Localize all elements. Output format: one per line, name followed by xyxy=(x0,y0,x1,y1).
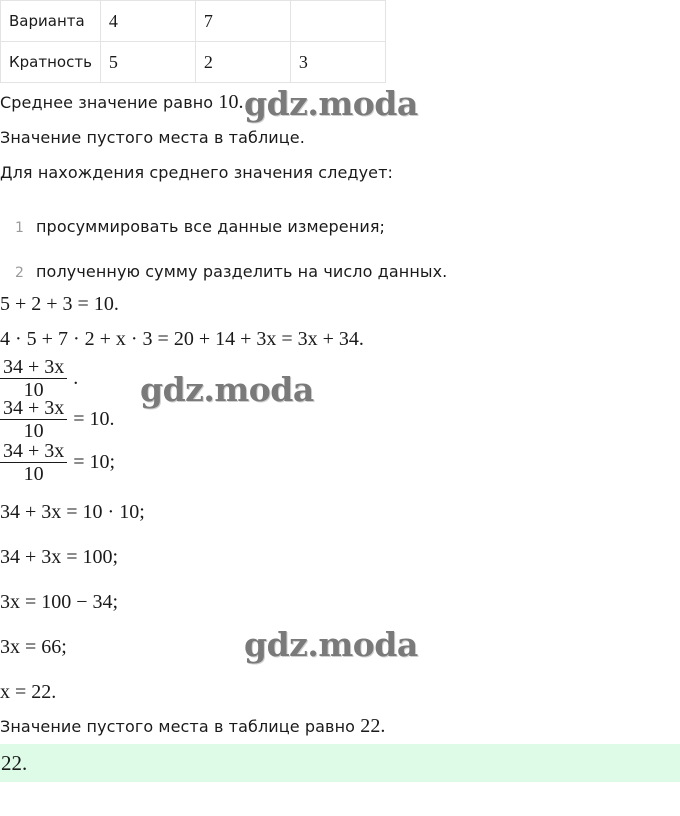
fraction-numerator: 34 + 3x xyxy=(3,397,65,419)
fraction-equation xyxy=(0,440,115,485)
fraction-expression xyxy=(0,356,78,401)
fraction-equation xyxy=(0,397,115,442)
equation-step: x = 22. xyxy=(0,681,57,703)
table-cell: 5 xyxy=(100,42,195,83)
method-statement: Для нахождения среднего значения следует: xyxy=(0,163,393,182)
table-row xyxy=(1,1,386,42)
fraction-denominator: 10 xyxy=(23,379,44,401)
table-cell: 7 xyxy=(195,1,290,42)
list-item xyxy=(0,262,447,281)
list-item xyxy=(0,217,385,236)
watermark: gdz.moda xyxy=(244,84,418,123)
watermark: gdz.moda xyxy=(244,625,418,664)
fraction-denominator: 10 xyxy=(23,463,44,485)
fraction-tail: = 10; xyxy=(73,451,116,473)
list-item-text: полученную сумму разделить на число данных. xyxy=(36,262,448,281)
watermark: gdz.moda xyxy=(140,370,314,409)
list-item-text: просуммировать все данные измерения; xyxy=(36,217,386,236)
mean-text: Среднее значение равно xyxy=(0,93,219,112)
answer-box xyxy=(0,744,680,782)
fraction-numerator: 34 + 3x xyxy=(3,356,65,378)
row-label-frequency: Кратность xyxy=(1,42,101,83)
empty-cell-statement: Значение пустого места в таблице. xyxy=(0,128,305,147)
table-row xyxy=(1,42,386,83)
equation-step: 34 + 3x = 10 · 10; xyxy=(0,501,145,523)
equation-sum-counts: 5 + 2 + 3 = 10. xyxy=(0,293,119,315)
equation-weighted-sum: 4 · 5 + 7 · 2 + x · 3 = 20 + 14 + 3x = 3x + 34. xyxy=(0,328,364,350)
table-cell: 4 xyxy=(100,1,195,42)
equation-step: 34 + 3x = 100; xyxy=(0,546,119,568)
list-item-number: 1 xyxy=(14,220,24,236)
table-cell: 2 xyxy=(195,42,290,83)
table-cell: 3 xyxy=(290,42,385,83)
mean-statement xyxy=(0,91,244,114)
row-label-variant: Варианта xyxy=(1,1,101,42)
table-cell-empty xyxy=(290,1,385,42)
conclusion-text: Значение пустого места в таблице равно xyxy=(0,717,361,736)
list-item-number: 2 xyxy=(14,265,24,281)
conclusion-statement xyxy=(0,715,386,738)
fraction-numerator: 34 + 3x xyxy=(3,440,65,462)
equation-step: 3x = 100 − 34; xyxy=(0,591,119,613)
fraction-denominator: 10 xyxy=(23,420,44,442)
conclusion-value: 22. xyxy=(360,715,386,737)
fraction-tail: . xyxy=(73,367,79,389)
equation-step: 3x = 66; xyxy=(0,636,67,658)
frequency-table xyxy=(0,0,386,83)
answer-value: 22. xyxy=(1,750,28,775)
fraction-tail: = 10. xyxy=(73,408,115,430)
mean-value: 10. xyxy=(218,91,244,113)
